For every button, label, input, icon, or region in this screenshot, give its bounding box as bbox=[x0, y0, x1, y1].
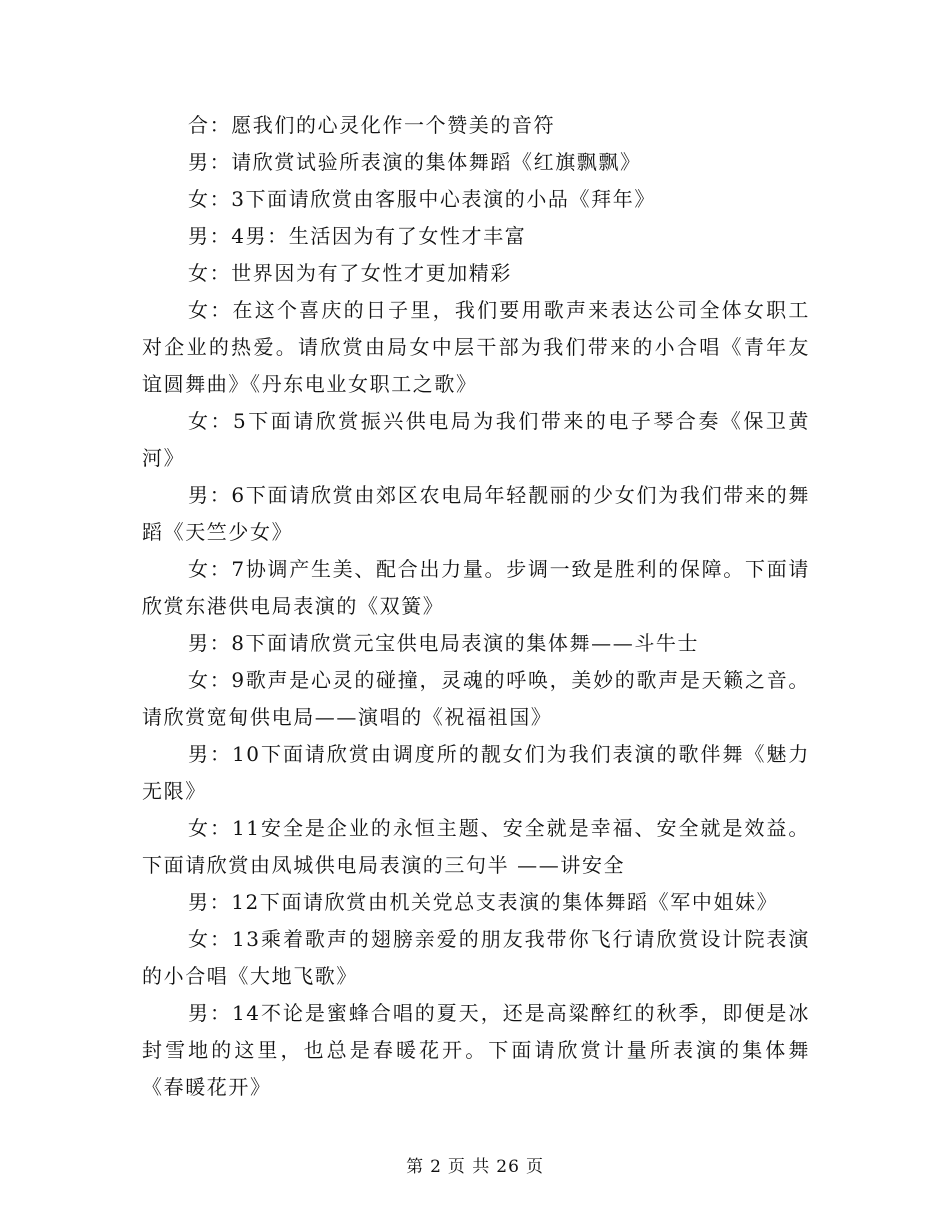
paragraph: 男：8下面请欣赏元宝供电局表演的集体舞——斗牛士 bbox=[188, 631, 700, 655]
paragraph: 男：10下面请欣赏由调度所的靓女们为我们表演的歌伴舞《魅力无限》 bbox=[142, 742, 810, 803]
paragraph: 女：世界因为有了女性才更加精彩 bbox=[188, 261, 512, 285]
paragraph: 女：7协调产生美、配合出力量。步调一致是胜利的保障。下面请欣赏东港供电局表演的《双簧》 bbox=[142, 557, 810, 618]
paragraph: 女：在这个喜庆的日子里，我们要用歌声来表达公司全体女职工对企业的热爱。请欣赏由局女中层干部为我们带来的小合唱《青年友谊圆舞曲》《丹东电业女职工之歌》 bbox=[142, 298, 810, 396]
paragraph: 男：请欣赏试验所表演的集体舞蹈《红旗飘飘》 bbox=[188, 150, 642, 174]
paragraph: 男：12下面请欣赏由机关党总支表演的集体舞蹈《军中姐妹》 bbox=[188, 890, 779, 914]
paragraph: 女：13乘着歌声的翅膀亲爱的朋友我带你飞行请欣赏设计院表演的小合唱《大地飞歌》 bbox=[142, 927, 810, 988]
paragraph: 女：9歌声是心灵的碰撞，灵魂的呼唤，美妙的歌声是天籁之音。请欣赏宽甸供电局——演唱的《祝福祖国》 bbox=[142, 668, 810, 729]
paragraph: 男：14不论是蜜蜂合唱的夏天，还是高粱醉红的秋季，即便是冰封雪地的这里，也总是春暖花开。下面请欣赏计量所表演的集体舞《春暖花开》 bbox=[142, 1001, 810, 1099]
paragraph: 男：6下面请欣赏由郊区农电局年轻靓丽的少女们为我们带来的舞蹈《天竺少女》 bbox=[142, 483, 810, 544]
paragraph: 男：4男：生活因为有了女性才丰富 bbox=[188, 224, 527, 248]
paragraph: 女：3下面请欣赏由客服中心表演的小品《拜年》 bbox=[188, 187, 656, 211]
paragraph: 女：5下面请欣赏振兴供电局为我们带来的电子琴合奏《保卫黄河》 bbox=[142, 409, 810, 470]
footer-prefix: 第 bbox=[406, 1157, 425, 1177]
document-body bbox=[142, 107, 810, 1106]
footer-middle: 页 共 bbox=[447, 1157, 491, 1177]
paragraph: 合：愿我们的心灵化作一个赞美的音符 bbox=[188, 113, 556, 137]
footer-suffix: 页 bbox=[525, 1157, 544, 1177]
page-number: 2 bbox=[430, 1157, 442, 1177]
paragraph: 女：11安全是企业的永恒主题、安全就是幸福、安全就是效益。下面请欣赏由凤城供电局表演的三句半 ——讲安全 bbox=[142, 816, 810, 877]
total-pages: 26 bbox=[496, 1157, 520, 1177]
page-footer bbox=[0, 1152, 950, 1177]
